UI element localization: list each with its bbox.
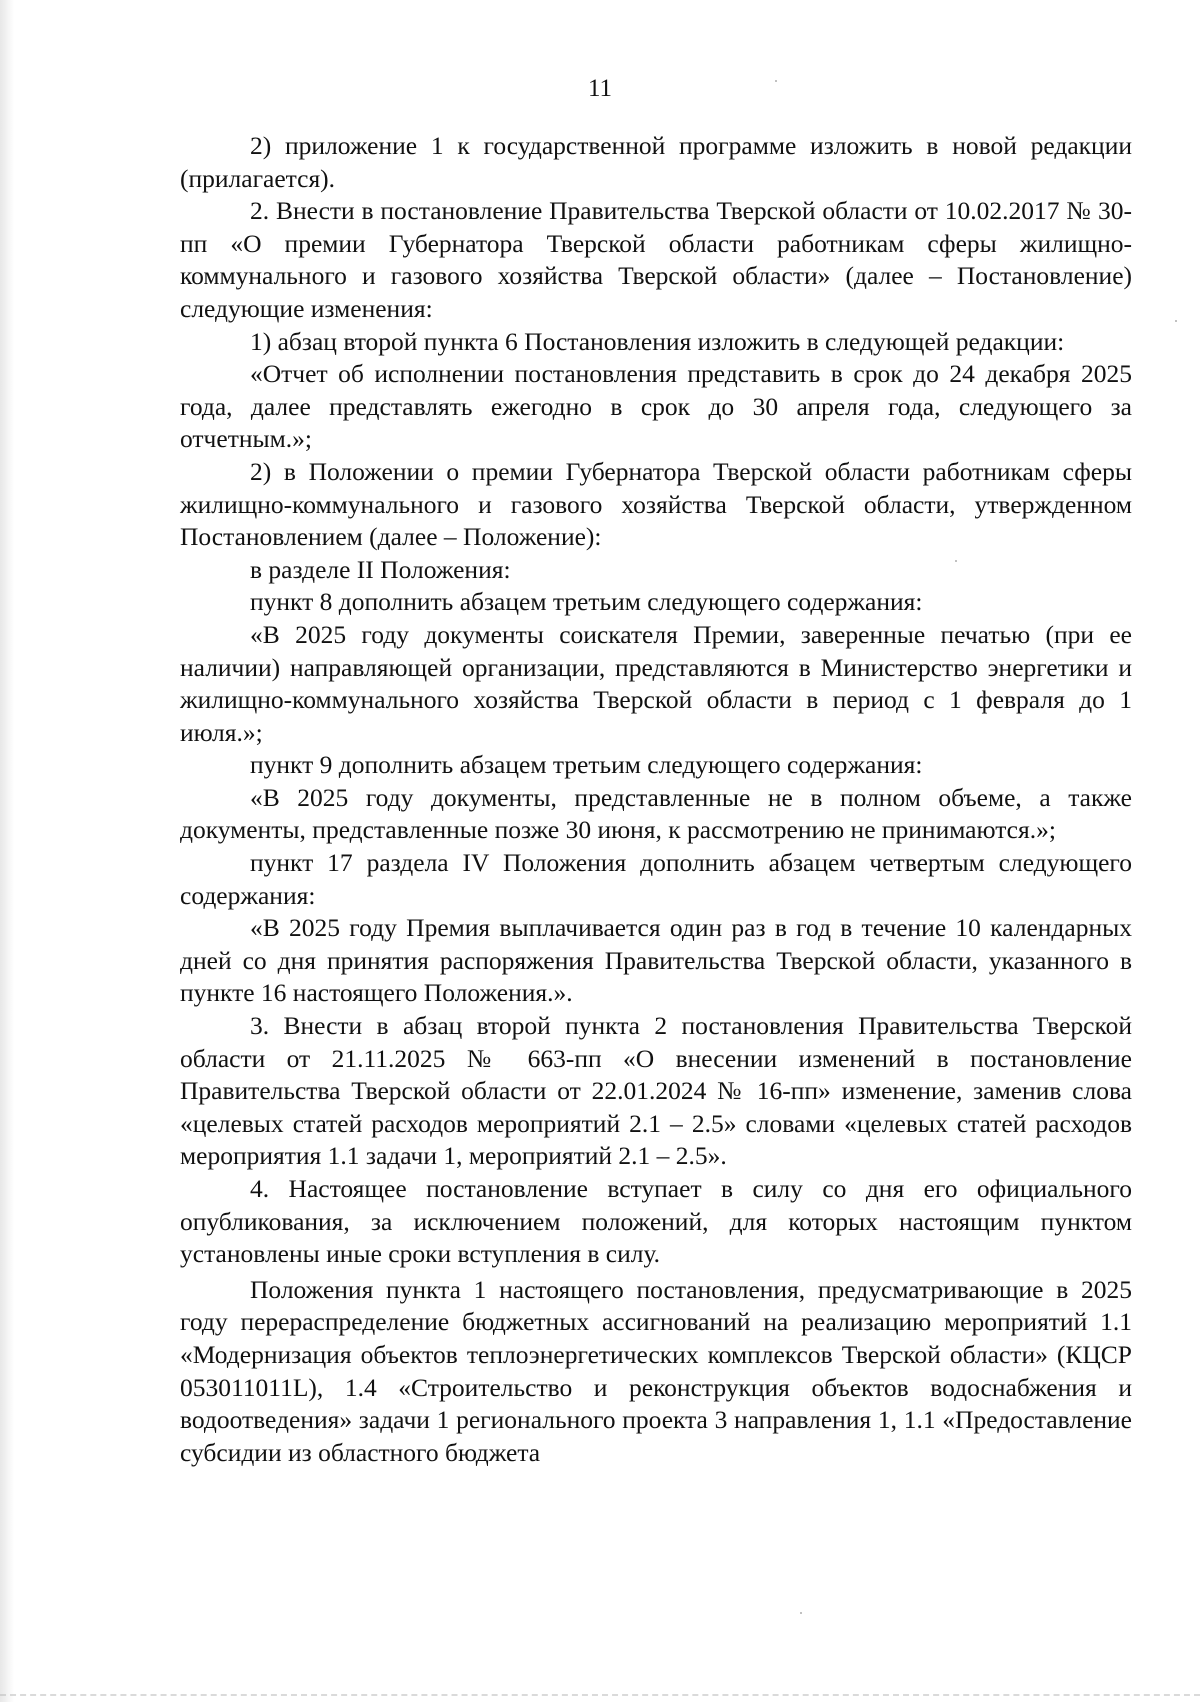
paragraph-item-9-quote: «В 2025 году документы, представленные не в полном объеме, а также документы, представленные позже 30 июня, к рассмотрению не принимаются.»; [180,782,1132,845]
paragraph-report-quote: «Отчет об исполнении постановления представить в срок до 24 декабря 2025 года, далее представлять ежегодно в срок до 30 апреля года, следующего за отчетным.»; [180,359,1132,454]
paragraph-subitem-2: 2) в Положении о премии Губернатора Тверской области работникам сферы жилищно-коммунального и газового хозяйства Тверской области, утвержденном Постановлением (далее – Положение): [180,456,1132,552]
scan-shadow-left [0,0,14,1702]
paragraph-section-4: 4. Настоящее постановление вступает в силу со дня его официального опубликования, за исключением положений, для которых настоящим пунктом установлены иные сроки вступления в силу. [180,1174,1132,1269]
paragraph-item-8-quote: «В 2025 году документы соискателя Премии, заверенные печатью (при ее наличии) направляющей организации, представляются в Министерство энергетики и жилищно-коммунального хозяйства Тверской области в период с 1 февраля до 1 июля.»; [180,619,1132,747]
paragraph-provisions-item-1: Положения пункта 1 настоящего постановления, предусматривающие в 2025 году перераспределение бюджетных ассигнований на реализацию мероприятий 1.1 «Модернизация объектов теплоэнергетических комплексов Тверской области» (КЦСР 053011011L), 1.4 «Строительство и реконструкция объектов водоснабжения и водоотведения» задачи 1 регионального проекта 3 направления 1, 1.1 «Предоставление субсидии из областного бюджета [180,1274,1132,1467]
paragraph-item-8: пункт 8 дополнить абзацем третьим следующего содержания: [250,587,923,617]
page-number: 11 [587,75,613,102]
paragraph-item-17: пункт 17 раздела IV Положения дополнить абзацем четвертым следующего содержания: [180,848,1132,910]
paragraph-section-ii: в разделе II Положения: [250,554,511,584]
scan-speck [800,1612,802,1614]
paragraph-item-17-quote: «В 2025 году Премия выплачивается один раз в год в течение 10 календарных дней со дня принятия распоряжения Правительства Тверской области, указанного в пункте 16 настоящего Положения.». [180,913,1132,1008]
document-body [180,130,1132,1469]
paragraph-section-2: 2. Внести в постановление Правительства Тверской области от 10.02.2017 № 30-пп «О премии Губернатора Тверской области работникам сферы жилищно-коммунального и газового хозяйства Тверской области» (далее – Постановление) следующие изменения: [180,196,1132,323]
paragraph-appendix-1: 2) приложение 1 к государственной программе изложить в новой редакции (прилагается). [180,131,1132,193]
scan-speck [1175,320,1177,322]
paragraph-item-9: пункт 9 дополнить абзацем третьим следующего содержания: [250,750,923,780]
paragraph-section-3: 3. Внести в абзац второй пункта 2 постановления Правительства Тверской области от 21.11.2025 № 663-пп «О внесении изменений в постановление Правительства Тверской области от 22.01.2024 № 16-пп» изменение, заменив слова «целевых статей расходов мероприятий 2.1 – 2.5» словами «целевых статей расходов мероприятия 1.1 задачи 1, мероприятий 2.1 – 2.5». [180,1011,1132,1171]
scan-speck [775,80,777,82]
paragraph-subitem-1: 1) абзац второй пункта 6 Постановления изложить в следующей редакции: [250,326,1065,356]
scan-speck [955,560,957,562]
scan-edge-bottom [0,1694,1200,1696]
